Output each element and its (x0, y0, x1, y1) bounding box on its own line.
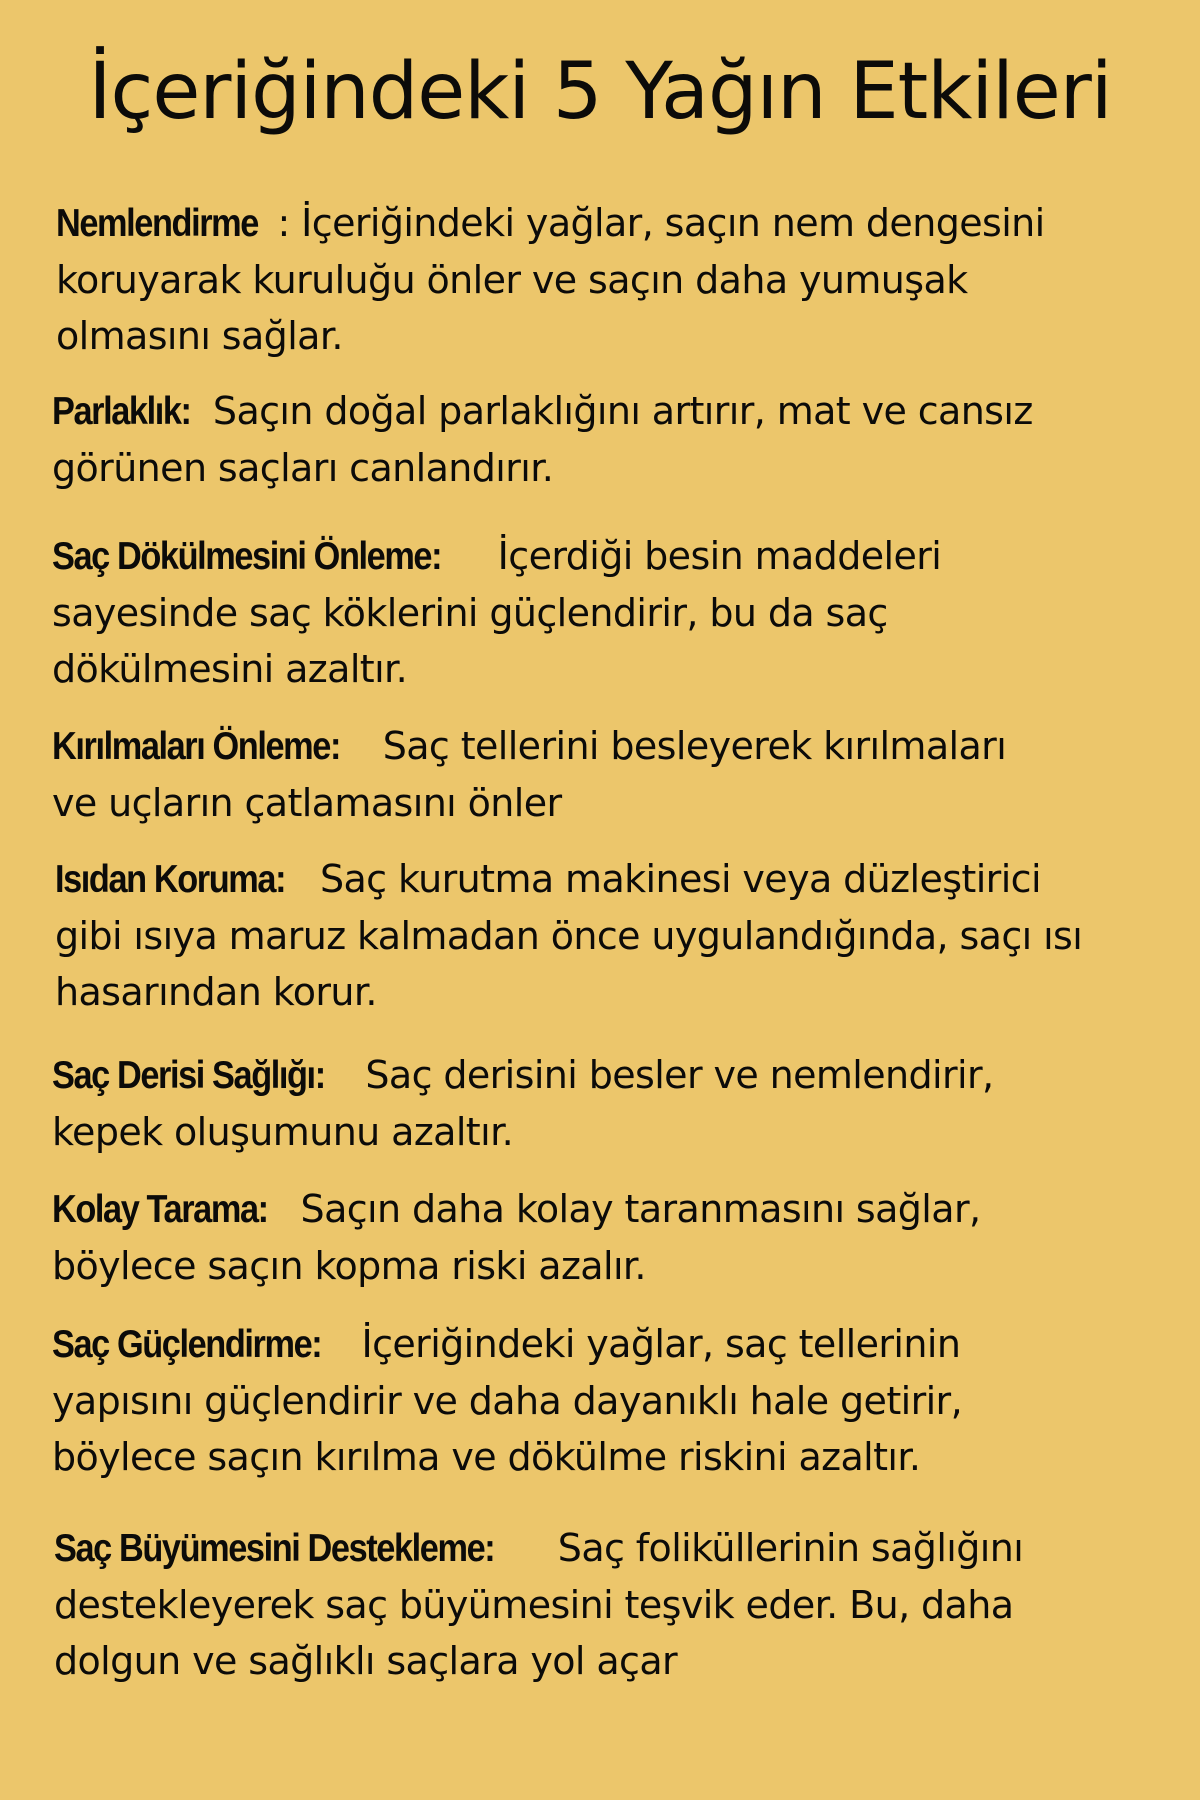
benefit-heat-protection (55, 851, 1180, 1020)
benefit-scalp-health (52, 1047, 1177, 1160)
benefit-growth-support (54, 1520, 1179, 1689)
benefit-description-line: Saçın doğal parlaklığını artırır, mat ve cansız (201, 389, 1033, 433)
benefit-description-line: dolgun ve sağlıklı saçlara yol açar (54, 1639, 678, 1683)
benefit-breakage-prevention (52, 718, 1177, 831)
benefit-strengthening (52, 1316, 1177, 1485)
benefit-separator: : (277, 201, 290, 245)
benefit-description-line: hasarından korur. (55, 970, 377, 1014)
benefit-shine (52, 383, 1177, 496)
benefit-term: Saç Dökülmesini Önleme: (52, 535, 442, 578)
benefit-description-line: böylece saçın kopma riski azalır. (52, 1244, 646, 1288)
benefit-description-line: İçerdiği besin maddeleri (486, 534, 942, 578)
benefit-description-line: kepek oluşumunu azaltır. (52, 1110, 514, 1154)
benefit-description-line: sayesinde saç köklerini güçlendirir, bu da saç (52, 591, 888, 635)
benefit-moisturizing (56, 195, 1181, 364)
benefit-term: Nemlendirme (56, 202, 258, 245)
benefit-description-line: yapısını güçlendirir ve daha dayanıklı hale getirir, (52, 1379, 963, 1423)
benefit-term: Kırılmaları Önleme: (52, 725, 340, 768)
benefit-description-line: Saç foliküllerinin sağlığını (546, 1526, 1024, 1570)
benefit-description-line: destekleyerek saç büyümesini teşvik eder. Bu, daha (54, 1583, 1014, 1627)
benefit-easy-combing (52, 1181, 1177, 1294)
benefit-hair-loss-prevention (52, 528, 1177, 697)
benefit-description-line: görünen saçları canlandırır. (52, 446, 554, 490)
benefit-description-line: Saç kurutma makinesi veya düzleştirici (308, 857, 1041, 901)
benefit-description-line: koruyarak kuruluğu önler ve saçın daha yumuşak (56, 258, 968, 302)
page-title: İçeriğindeki 5 Yağın Etkileri (88, 47, 1112, 137)
benefit-term: Isıdan Koruma: (55, 858, 286, 901)
benefit-term: Saç Büyümesini Destekleme: (54, 1527, 495, 1570)
benefit-description-line: İçeriğindeki yağlar, saç tellerinin (350, 1322, 961, 1366)
benefit-description-line: Saç derisini besler ve nemlendirir, (353, 1053, 994, 1097)
benefit-description-line: gibi ısıya maruz kalmadan önce uygulandığında, saçı ısı (55, 914, 1083, 958)
benefit-description-line: Saçın daha kolay taranmasını sağlar, (289, 1187, 981, 1231)
benefit-term: Saç Derisi Sağlığı: (52, 1054, 325, 1097)
benefit-term: Saç Güçlendirme: (52, 1323, 322, 1366)
benefit-description-line: İçeriğindeki yağlar, saçın nem dengesini (289, 201, 1045, 245)
benefit-description-line: olmasını sağlar. (56, 314, 343, 358)
benefit-description-line: böylece saçın kırılma ve dökülme riskini azaltır. (52, 1435, 921, 1479)
benefit-term: Kolay Tarama: (52, 1188, 268, 1231)
benefit-term: Parlaklık: (52, 390, 191, 433)
benefit-description-line: Saç tellerini besleyerek kırılmaları (371, 724, 1007, 768)
benefit-description-line: dökülmesini azaltır. (52, 647, 408, 691)
benefit-description-line: ve uçların çatlamasını önler (52, 781, 562, 825)
